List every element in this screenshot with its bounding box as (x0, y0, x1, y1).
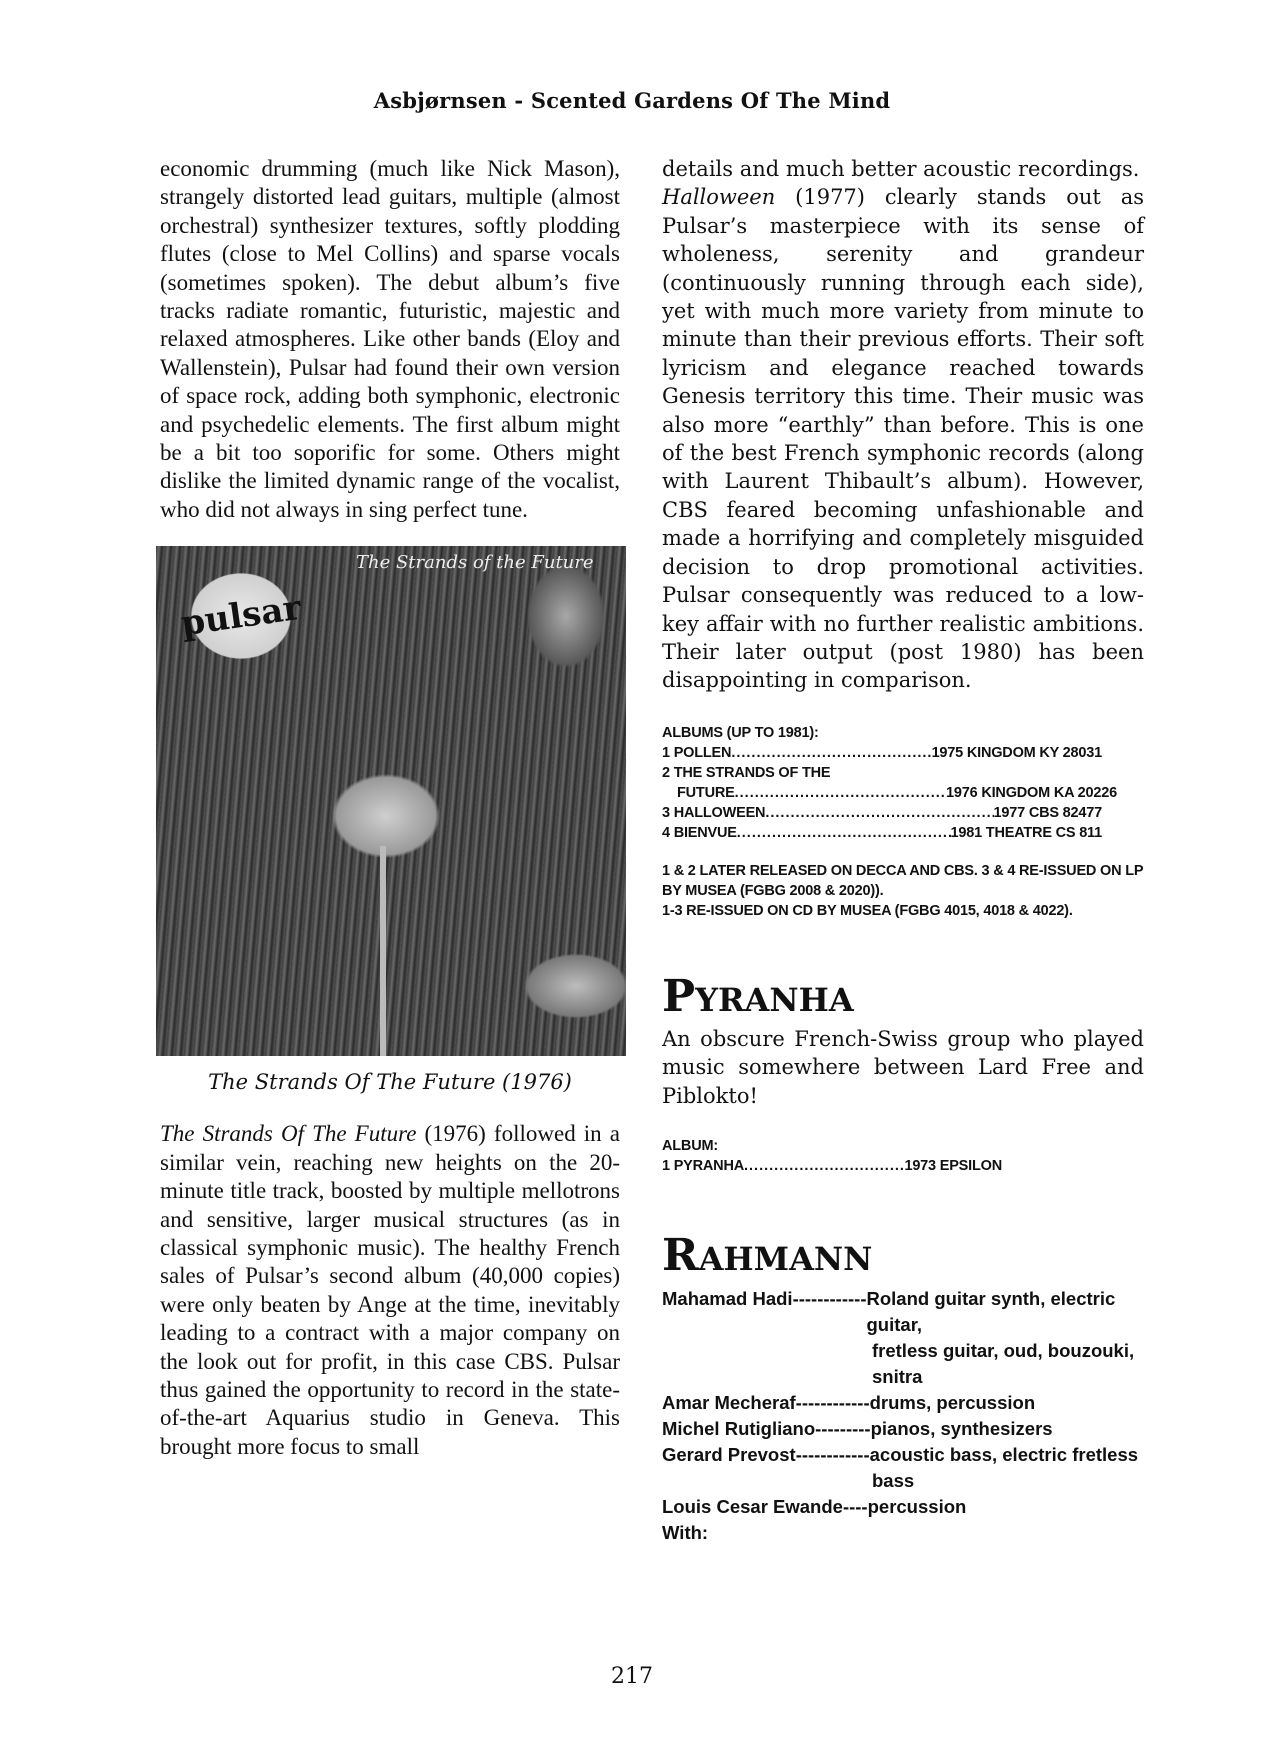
lineup-with: With: (662, 1521, 709, 1543)
left-column (160, 155, 620, 1461)
list-item: 1 POLLEN ..... 1975 KINGDOM KY 28031 (662, 743, 1102, 763)
reissue-note-1: 1 & 2 LATER RELEASED ON DECCA AND CBS. 3 & 4 RE-ISSUED ON LP BY MUSEA (FGBG 2008 & 2020)). (662, 862, 1144, 899)
reissue-note-2: 1-3 RE-ISSUED ON CD BY MUSEA (FGBG 4015, 4018 & 4022). (662, 902, 1073, 919)
list-item-pre: 2 THE STRANDS OF THE (662, 764, 831, 781)
lineup-role-continued: snitra (872, 1365, 923, 1387)
right-paragraph-1: details and much better acoustic recordings. (662, 157, 1140, 181)
reissue-notes (662, 861, 1144, 921)
lineup-member: Mahamad Hadi ------------ Roland guitar synth, electric guitar, (662, 1287, 1116, 1335)
pulsar-discography (662, 723, 1144, 843)
left-paragraph-2 (160, 1120, 620, 1461)
discography-heading: ALBUMS (UP TO 1981): (662, 724, 819, 741)
lineup-member: Louis Cesar Ewande ---- percussion (662, 1495, 967, 1517)
left-paragraph-1: economic drumming (much like Nick Mason), strangely distorted lead guitars, multiple (almost orchestral) synthesizer textures, softly plodding flutes (close to Mel Collins) and sparse vocals (sometimes spoken). The debut album’s five tracks radiate romantic, futuristic, majestic and relaxed atmospheres. Like other bands (Eloy and Wallenstein), Pulsar had found their own version of space rock, adding both symphonic, electronic and psychedelic elements. The first album might be a bit too soporific for some. Others might dislike the limited dynamic range of the vocalist, who did not always in sing perfect tune. (160, 156, 620, 522)
list-item: 4 BIENVUE ..... 1981 THEATRE CS 811 (662, 823, 1102, 843)
lineup-member: Amar Mecheraf ------------ drums, percussion (662, 1391, 1036, 1413)
pyranha-discography (662, 1136, 1144, 1176)
list-item: FUTURE ..... 1976 KINGDOM KA 20226 (662, 783, 1117, 803)
lineup-member: Michel Rutigliano --------- pianos, synthesizers (662, 1417, 1053, 1439)
right-column (662, 155, 1144, 1546)
lineup-member: Gerard Prevost ------------ acoustic bass, electric fretless (662, 1443, 1139, 1465)
lineup-role-continued: bass (872, 1469, 915, 1491)
flower-stem (380, 846, 386, 1056)
rahmann-lineup (662, 1286, 1144, 1546)
running-header: Asbjørnsen - Scented Gardens Of The Mind (373, 88, 891, 113)
left-paragraph-2-text: (1976) followed in a similar vein, reaching new heights on the 20-minute title track, boosted by multiple mellotrons and sensitive, larger musical structures (as in classical symphonic music). The healthy French sales of Pulsar’s second album (40,000 copies) were only beaten by Ange at the time, inevitably leading to a contract with a major company on the look out for profit, in this case CBS. Pulsar thus gained the opportunity to record in the state-of-the-art Aquarius studio in Geneva. This brought more focus to small (160, 1121, 620, 1459)
rahmann-heading: RAHMANN (662, 1229, 873, 1281)
discography-heading: ALBUM: (662, 1137, 718, 1154)
page-number: 217 (611, 1664, 653, 1689)
photo-caption: The Strands Of The Future (1976) (208, 1070, 572, 1095)
album-title-italic: The Strands Of The Future (160, 1121, 417, 1147)
lineup-role-continued: fretless guitar, oud, bouzouki, (872, 1339, 1135, 1361)
pyranha-heading: PYRANHA (662, 970, 854, 1022)
pyranha-text: An obscure French-Swiss group who played music somewhere between Lard Free and Piblokto! (662, 1026, 1144, 1108)
album-title-italic: Halloween (662, 185, 776, 210)
list-item: 3 HALLOWEEN ..... 1977 CBS 82477 (662, 803, 1102, 823)
right-paragraph-2-text: (1977) clearly stands out as Pulsar’s masterpiece with its sense of wholeness, serenity and grandeur (continuously running through each side), yet with much more variety from minute to minute than their previous efforts. Their soft lyricism and elegance reached towards Genesis territory this time. Their music was also more “earthly” than before. This is one of the best French symphonic records (along with Laurent Thibault’s album). However, CBS feared becoming unfashionable and made a horrifying and completely misguided decision to drop promotional activities. Pulsar consequently was reduced to a low-key affair with no further realistic ambitions. Their later output (post 1980) has been disappointing in comparison. (662, 185, 1144, 693)
list-item: 1 PYRANHA ..... 1973 EPSILON (662, 1156, 1002, 1176)
right-paragraph-2 (662, 183, 1144, 694)
cover-title: The Strands of the Future (356, 552, 594, 574)
pulsar-logo: pulsar (178, 588, 304, 645)
album-cover-photo (156, 546, 626, 1056)
